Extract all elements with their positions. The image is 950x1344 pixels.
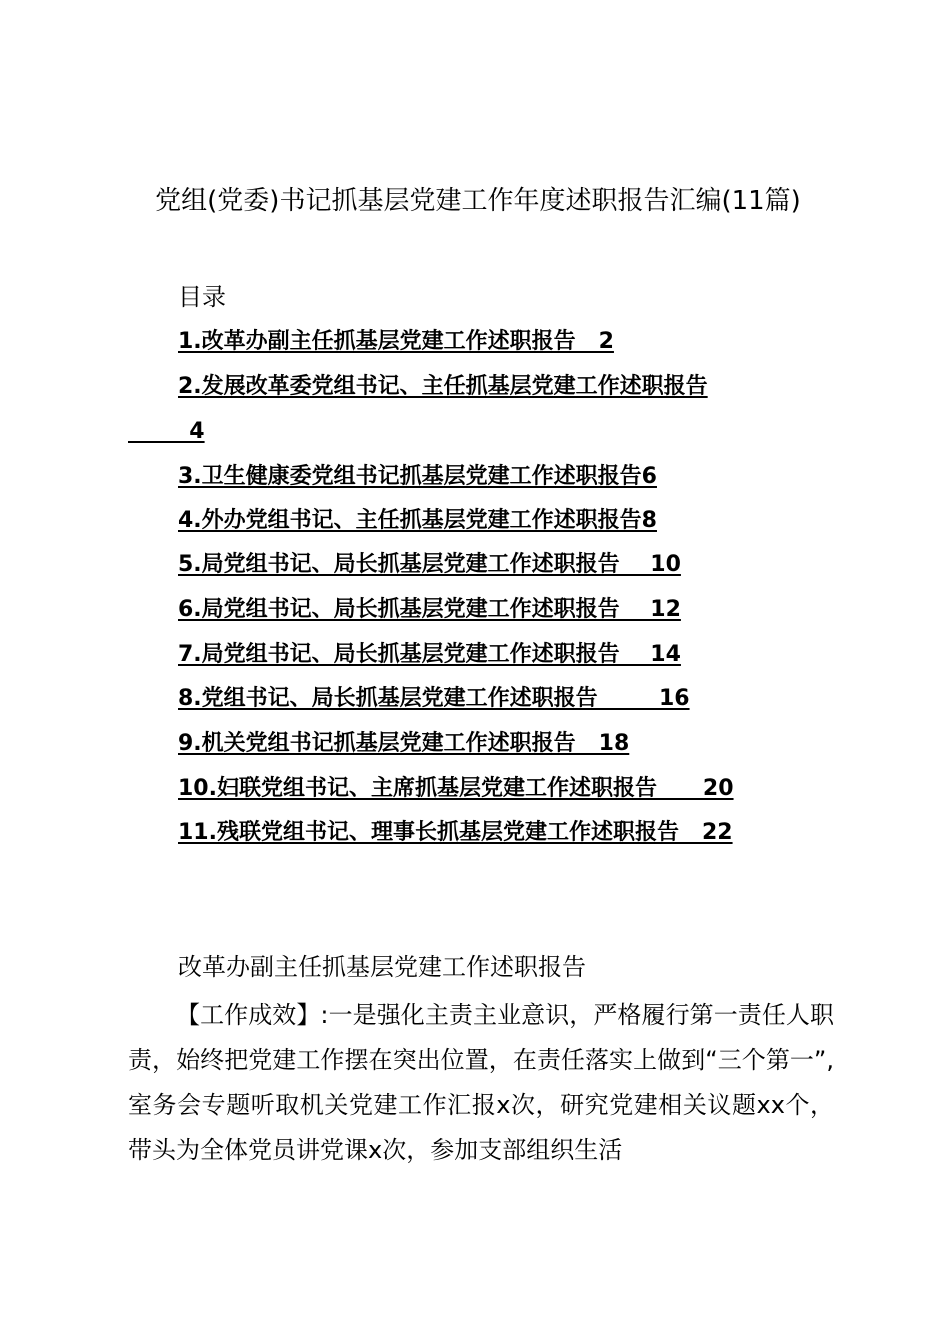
toc-entry-4[interactable]: 4.外办党组书记、主任抓基层党建工作述职报告8 — [178, 508, 657, 533]
toc-entry-5[interactable]: 5.局党组书记、局长抓基层党建工作述职报告 10 — [178, 552, 681, 577]
body-paragraph: 【工作成效】:一是强化主责主业意识，严格履行第一责任人职责，始终把党建工作摆在突出位置，在责任落实上做到“三个第一”,室务会专题听取机关党建工作汇报x次，研究党建相关议题xx个，带头为全体党员讲党课x次，参加支部组织生活 — [128, 1001, 834, 1164]
toc-heading: 目录 — [178, 283, 226, 311]
section-title: 改革办副主任抓基层党建工作述职报告 — [178, 953, 586, 981]
toc-entry-3[interactable]: 3.卫生健康委党组书记抓基层党建工作述职报告6 — [178, 464, 657, 489]
toc-entry-7[interactable]: 7.局党组书记、局长抓基层党建工作述职报告 14 — [178, 642, 681, 667]
toc-entry-10[interactable]: 10.妇联党组书记、主席抓基层党建工作述职报告 20 — [178, 776, 734, 801]
toc-entry-2[interactable]: 2.发展改革委党组书记、主任抓基层党建工作述职报告 — [178, 374, 708, 399]
toc-entry-11[interactable]: 11.残联党组书记、理事长抓基层党建工作述职报告 22 — [178, 820, 733, 845]
toc-entry-6[interactable]: 6.局党组书记、局长抓基层党建工作述职报告 12 — [178, 597, 681, 622]
toc-entry-1[interactable]: 1.改革办副主任抓基层党建工作述职报告 2 — [178, 329, 614, 354]
toc-entry-2-page[interactable]: 4 — [128, 419, 205, 444]
toc-entry-9[interactable]: 9.机关党组书记抓基层党建工作述职报告 18 — [178, 731, 630, 756]
toc-entry-8[interactable]: 8.党组书记、局长抓基层党建工作述职报告 16 — [178, 686, 690, 711]
document-title: 党组(党委)书记抓基层党建工作年度述职报告汇编(11篇) — [155, 186, 801, 216]
